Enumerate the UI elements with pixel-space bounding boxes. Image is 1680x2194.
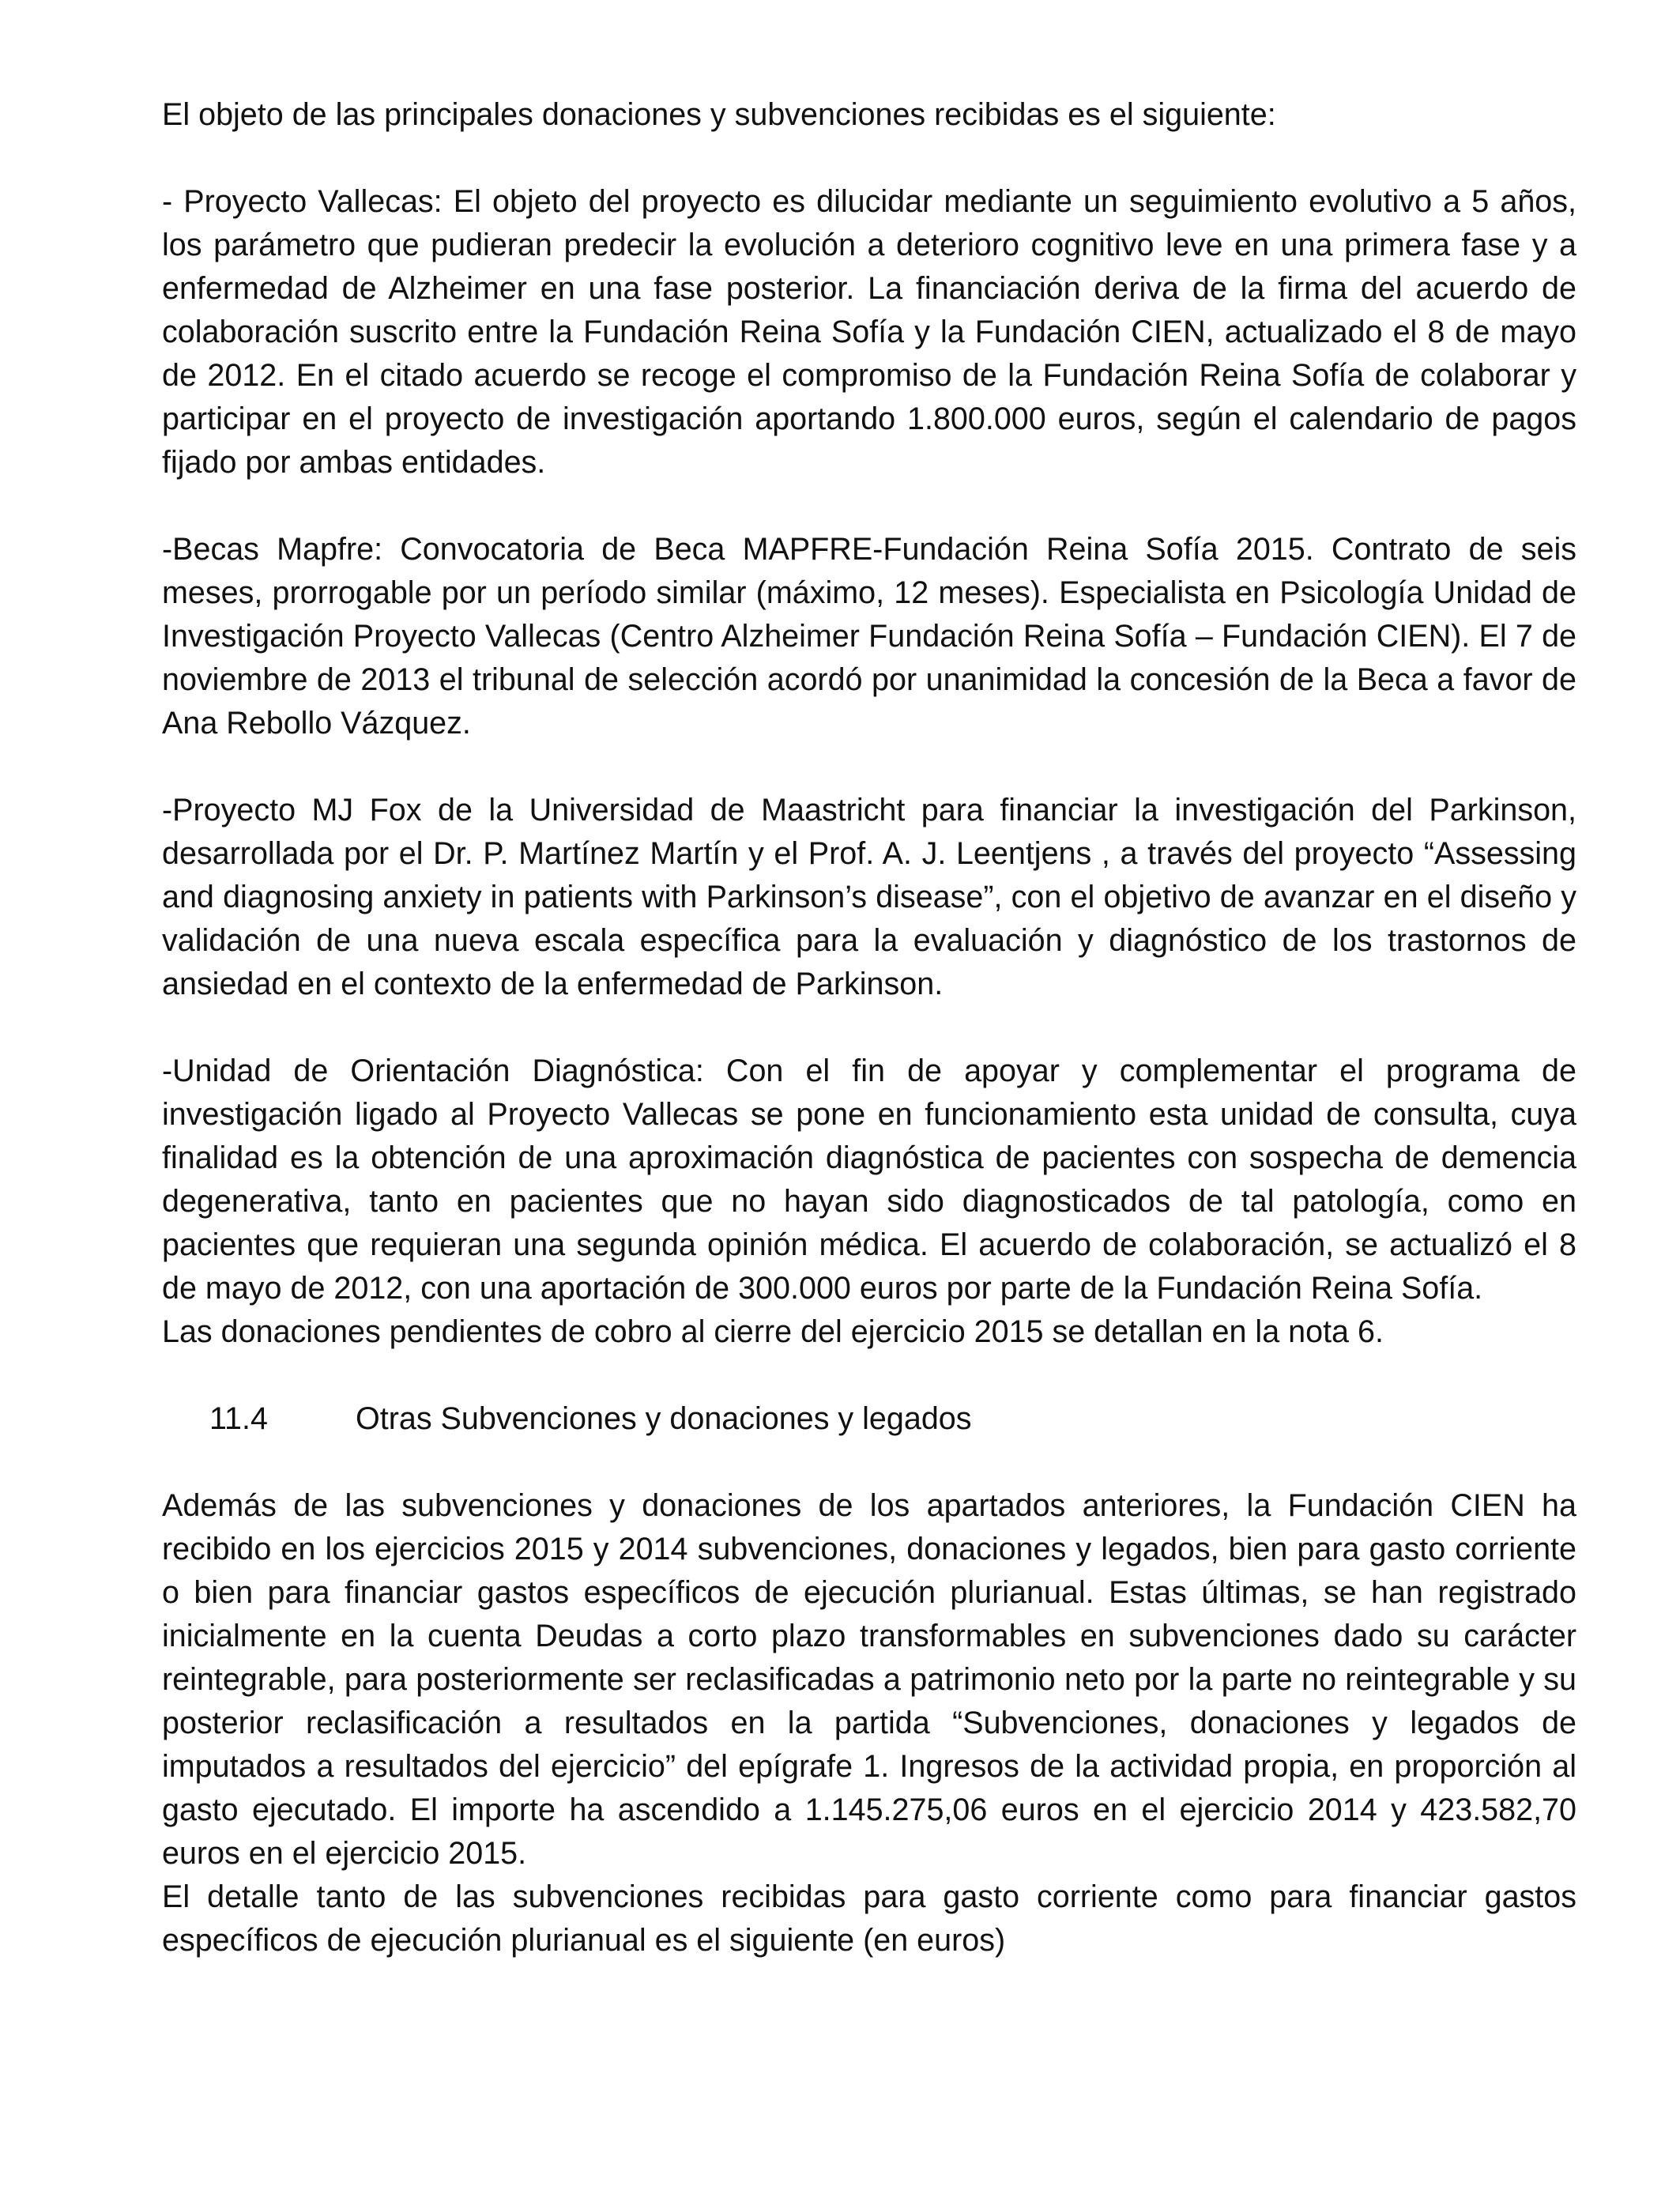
intro-paragraph: El objeto de las principales donaciones y subvenciones recibidas es el siguiente: (162, 97, 1276, 132)
paragraph-unidad-orientacion: -Unidad de Orientación Diagnóstica: Con el fin de apoyar y complementar el programa de investigación ligado al Proyecto Vallecas se pone en funcionamiento esta unidad de consulta, cuya finalidad es la obtención de una aproximación diagnóstica de pacientes con sospecha de demencia degenerativa, tanto en pacientes que no hayan sido diagnosticados de tal patología, como en pacientes que requieran una segunda opinión médica. El acuerdo de colaboración, se actualizó el 8 de mayo de 2012, con una aportación de 300.000 euros por parte de la Fundación Reina Sofía. (162, 1054, 1576, 1306)
document-body (162, 93, 1576, 1962)
paragraph-proyecto-mj-fox: -Proyecto MJ Fox de la Universidad de Maastricht para financiar la investigación del Parkinson, desarrollada por el Dr. P. Martínez Martín y el Prof. A. J. Leentjens , a través del proyecto “Assessing and diagnosing anxiety in patients with Parkinson’s disease”, con el objetivo de avanzar en el diseño y validación de una nueva escala específica para la evaluación y diagnóstico de los trastornos de ansiedad en el contexto de la enfermedad de Parkinson. (162, 793, 1576, 1001)
section-number: 11.4 (209, 1401, 268, 1436)
pending-donations-note: Las donaciones pendientes de cobro al cierre del ejercicio 2015 se detallan en la nota 6. (162, 1314, 1384, 1349)
section-heading (162, 1397, 1576, 1441)
paragraph-otras-subvenciones: Además de las subvenciones y donaciones de los apartados anteriores, la Fundación CIEN ha recibido en los ejercicios 2015 y 2014 subvenciones, donaciones y legados, bien para gasto corriente o bien para financiar gastos específicos de ejecución plurianual. Estas últimas, se han registrado inicialmente en la cuenta Deudas a corto plazo transformables en subvenciones dado su carácter reintegrable, para posteriormente ser reclasificadas a patrimonio neto por la parte no reintegrable y su posterior reclasificación a resultados en la partida “Subvenciones, donaciones y legados de imputados a resultados del ejercicio” del epígrafe 1. Ingresos de la actividad propia, en proporción al gasto ejecutado. El importe ha ascendido a 1.145.275,06 euros en el ejercicio 2014 y 423.582,70 euros en el ejercicio 2015. (162, 1488, 1576, 1871)
paragraph-becas-mapfre: -Becas Mapfre: Convocatoria de Beca MAPFRE-Fundación Reina Sofía 2015. Contrato de seis meses, prorrogable por un período similar (máximo, 12 meses). Especialista en Psicología Unidad de Investigación Proyecto Vallecas (Centro Alzheimer Fundación Reina Sofía – Fundación CIEN). El 7 de noviembre de 2013 el tribunal de selección acordó por unanimidad la concesión de la Beca a favor de Ana Rebollo Vázquez. (162, 532, 1576, 741)
paragraph-proyecto-vallecas: - Proyecto Vallecas: El objeto del proyecto es dilucidar mediante un seguimiento evolutivo a 5 años, los parámetro que pudieran predecir la evolución a deterioro cognitivo leve en una primera fase y a enfermedad de Alzheimer en una fase posterior. La financiación deriva de la firma del acuerdo de colaboración suscrito entre la Fundación Reina Sofía y la Fundación CIEN, actualizado el 8 de mayo de 2012. En el citado acuerdo se recoge el compromiso de la Fundación Reina Sofía de colaborar y participar en el proyecto de investigación aportando 1.800.000 euros, según el calendario de pagos fijado por ambas entidades. (162, 184, 1576, 480)
section-title: Otras Subvenciones y donaciones y legados (356, 1401, 972, 1436)
paragraph-detalle-subvenciones: El detalle tanto de las subvenciones recibidas para gasto corriente como para financiar gastos específicos de ejecución plurianual es el siguiente (en euros) (162, 1879, 1576, 1958)
